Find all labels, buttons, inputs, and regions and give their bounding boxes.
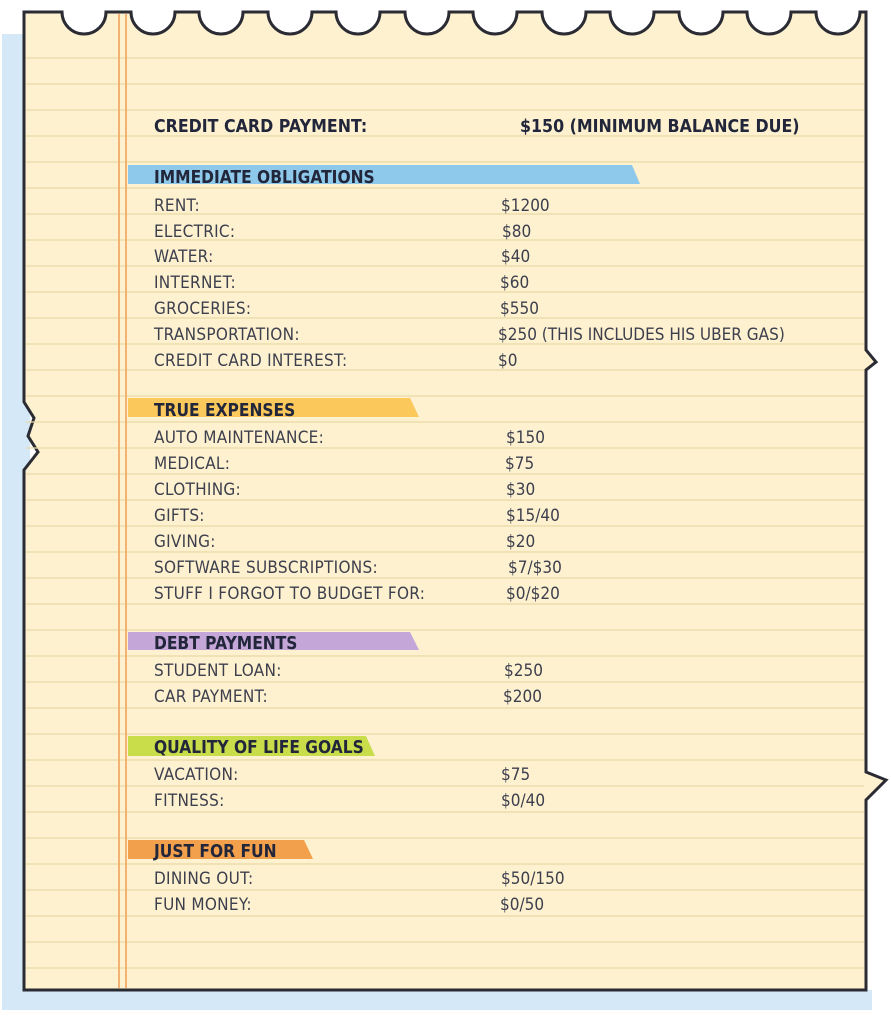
item-label: VACATION: bbox=[154, 765, 239, 785]
item-label: GIFTS: bbox=[154, 506, 205, 526]
item-value: $15/40 bbox=[506, 506, 560, 526]
item-label: SOFTWARE SUBSCRIPTIONS: bbox=[154, 558, 378, 578]
item-label: STUFF I FORGOT TO BUDGET FOR: bbox=[154, 584, 426, 604]
item-label: FUN MONEY: bbox=[154, 895, 252, 915]
page-shadow-bottom bbox=[2, 990, 872, 1010]
item-label: AUTO MAINTENANCE: bbox=[154, 428, 325, 448]
item-label: CREDIT CARD INTEREST: bbox=[154, 351, 348, 371]
item-label: ELECTRIC: bbox=[154, 222, 236, 242]
item-value: $30 bbox=[506, 480, 536, 500]
section-title-fun: JUST FOR FUN bbox=[154, 841, 277, 862]
section-title-quality: QUALITY OF LIFE GOALS bbox=[154, 737, 364, 758]
item-value: $60 bbox=[500, 273, 530, 293]
item-value: $0/40 bbox=[501, 791, 546, 811]
item-label: INTERNET: bbox=[154, 273, 236, 293]
item-label: WATER: bbox=[154, 247, 214, 267]
item-label: MEDICAL: bbox=[154, 454, 231, 474]
item-value: $75 bbox=[501, 765, 531, 785]
item-value: $50/150 bbox=[501, 869, 565, 889]
item-value: $0/$20 bbox=[506, 584, 560, 604]
item-value: $80 bbox=[502, 222, 532, 242]
item-label: GIVING: bbox=[154, 532, 216, 552]
item-value: $20 bbox=[506, 532, 536, 552]
item-value: $0/50 bbox=[500, 895, 545, 915]
item-value: $0 bbox=[498, 351, 518, 371]
item-label: FITNESS: bbox=[154, 791, 225, 811]
item-value: $40 bbox=[501, 247, 531, 267]
item-value: $250 (THIS INCLUDES HIS UBER GAS) bbox=[498, 325, 785, 345]
item-label: TRANSPORTATION: bbox=[154, 325, 300, 345]
item-value: $7/$30 bbox=[508, 558, 562, 578]
section-title-debt: DEBT PAYMENTS bbox=[154, 633, 298, 654]
item-value: $550 bbox=[500, 299, 539, 319]
item-value: $75 bbox=[505, 454, 535, 474]
item-label: STUDENT LOAN: bbox=[154, 661, 282, 681]
item-label: RENT: bbox=[154, 196, 200, 216]
section-title-true-expenses: TRUE EXPENSES bbox=[154, 400, 296, 421]
item-label: GROCERIES: bbox=[154, 299, 252, 319]
item-value: $1200 bbox=[501, 196, 550, 216]
item-label: DINING OUT: bbox=[154, 869, 254, 889]
item-value: $200 bbox=[503, 687, 542, 707]
page-shadow-left bbox=[2, 34, 24, 1010]
item-value: $250 bbox=[504, 661, 543, 681]
credit-card-label: CREDIT CARD PAYMENT: bbox=[154, 116, 368, 137]
item-value: $150 bbox=[506, 428, 545, 448]
credit-card-value: $150 (MINIMUM BALANCE DUE) bbox=[520, 116, 800, 137]
section-title-immediate: IMMEDIATE OBLIGATIONS bbox=[154, 167, 375, 188]
item-label: CAR PAYMENT: bbox=[154, 687, 268, 707]
item-label: CLOTHING: bbox=[154, 480, 241, 500]
